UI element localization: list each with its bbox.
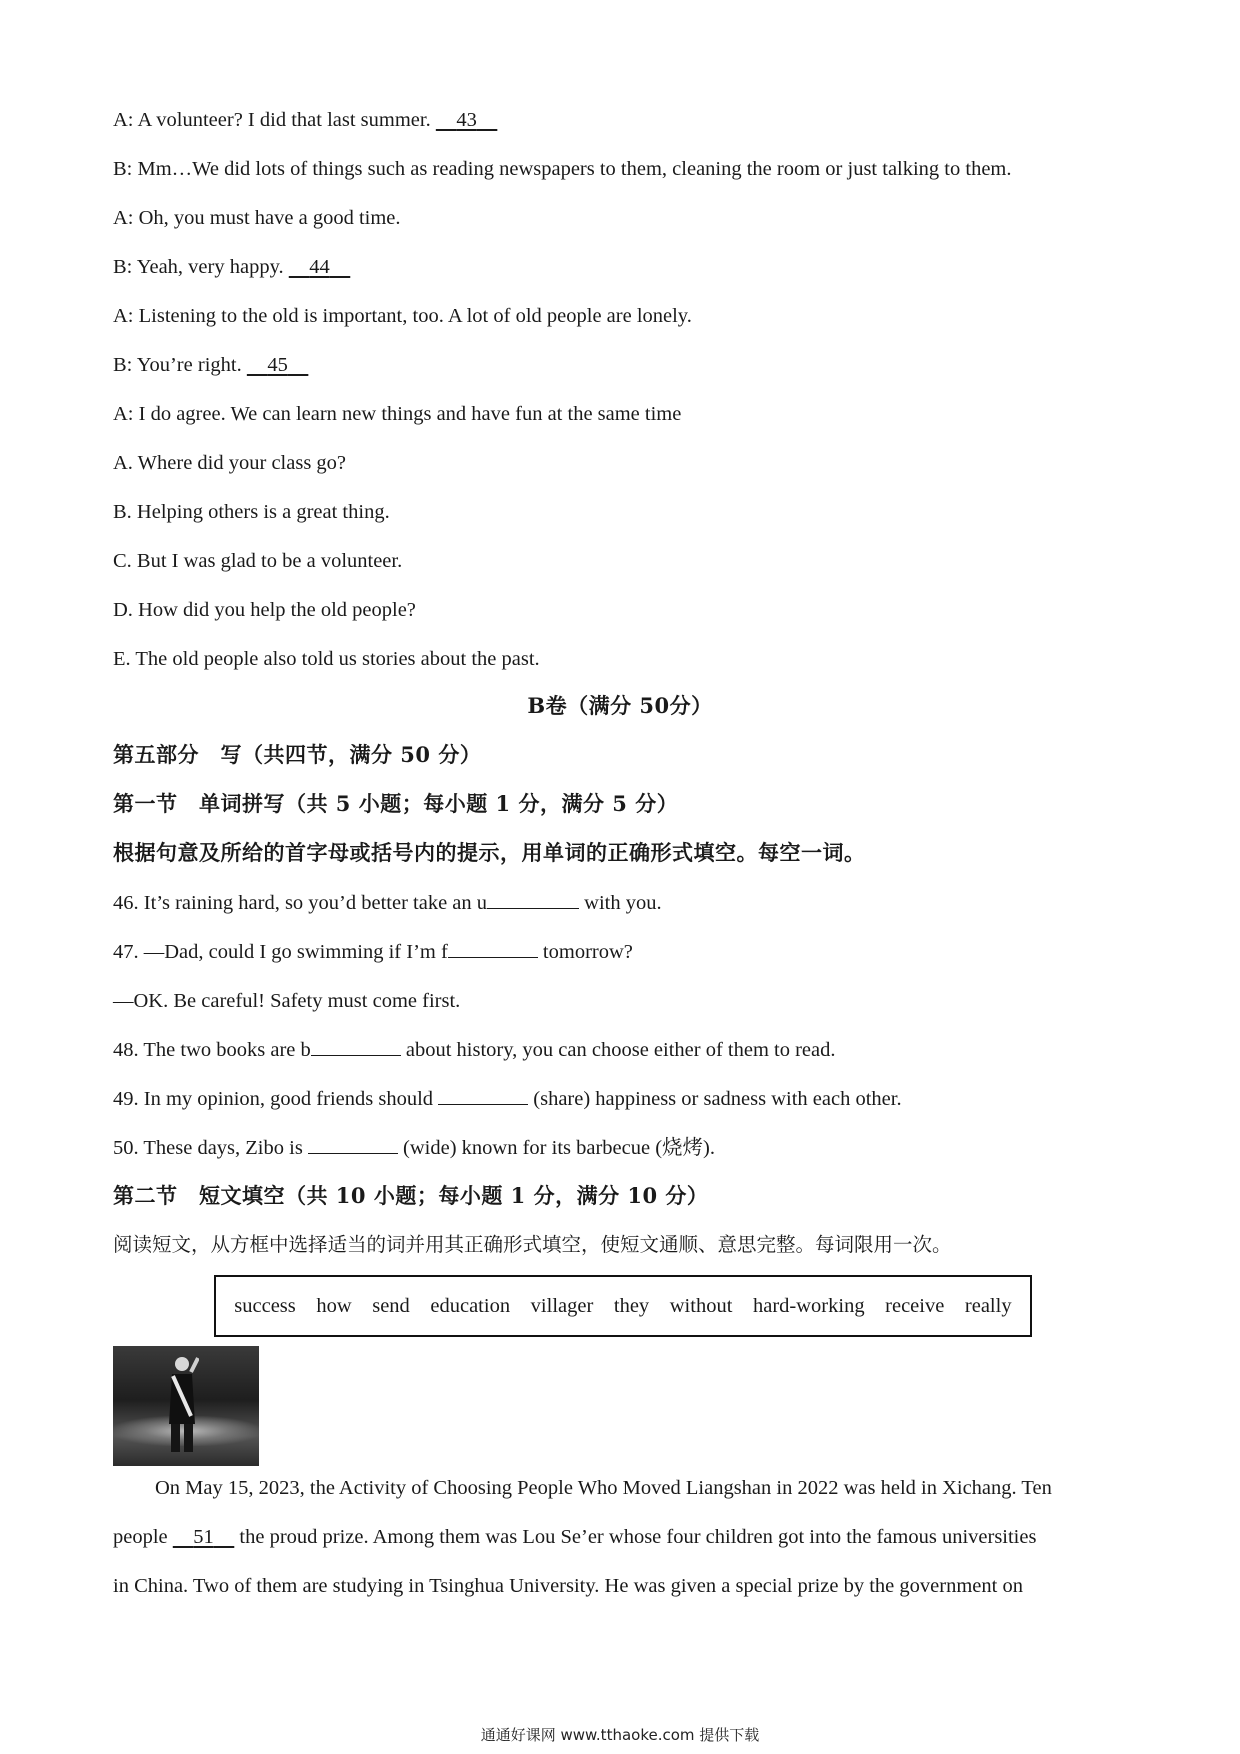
word-box-item: they — [613, 1294, 650, 1317]
fill-blank — [438, 1085, 528, 1105]
fill-blank — [487, 889, 579, 909]
word-box-item: education — [430, 1294, 511, 1317]
fill-blank — [448, 938, 538, 958]
option-c: C. But I was glad to be a volunteer. — [113, 550, 403, 572]
word-box-item: without — [669, 1294, 733, 1317]
dialogue-line-4: B: Yeah, very happy. 44 — [113, 253, 350, 281]
section-one-heading: 第一节 单词拼写（共 5 小题；每小题 1 分，满分 5 分） — [113, 791, 679, 816]
question-47-reply: —OK. Be careful! Safety must come first. — [113, 990, 461, 1012]
section-two-heading: 第二节 短文填空（共 10 小题；每小题 1 分，满分 10 分） — [113, 1183, 709, 1208]
question-50: 50. These days, Zibo is (wide) known for its barbecue (烧烤). — [113, 1134, 715, 1162]
dialogue-line-2: B: Mm…We did lots of things such as reading newspapers to them, cleaning the room or just talking to them. — [113, 158, 1012, 180]
word-box-item: villager — [530, 1294, 594, 1317]
option-d: D. How did you help the old people? — [113, 599, 416, 621]
answer-blank-44: 44 — [309, 256, 330, 278]
word-box — [214, 1275, 1032, 1337]
volume-b-heading: B卷（满分 50分） — [527, 693, 713, 718]
dialogue-line-5: A: Listening to the old is important, too. A lot of old people are lonely. — [113, 305, 692, 327]
dialogue-line-7: A: I do agree. We can learn new things and have fun at the same time — [113, 403, 682, 425]
question-49: 49. In my opinion, good friends should (share) happiness or sadness with each other. — [113, 1085, 902, 1113]
dialogue-line-6: B: You’re right. 45 — [113, 351, 308, 379]
dialogue-line-1 — [113, 106, 497, 134]
word-box-item: how — [316, 1294, 352, 1317]
fill-blank — [308, 1134, 398, 1154]
passage-line-2: people 51 the proud prize. Among them was Lou Se’er whose four children got into the famous universities — [113, 1523, 1036, 1551]
section-one-instructions: 根据句意及所给的首字母或括号内的提示，用单词的正确形式填空。每空一词。 — [113, 840, 866, 865]
passage-line-3: in China. Two of them are studying in Tsinghua University. He was given a special prize by the government on — [113, 1575, 1023, 1597]
dialogue-text: A: A volunteer? I did that last summer. — [113, 109, 436, 131]
question-47: 47. —Dad, could I go swimming if I’m f tomorrow? — [113, 938, 633, 966]
answer-blank-51: 51 — [193, 1526, 214, 1548]
word-box-item: receive — [885, 1294, 945, 1317]
section-two-instructions: 阅读短文，从方框中选择适当的词并用其正确形式填空，使短文通顺、意思完整。每词限用一次。 — [113, 1233, 952, 1256]
option-b: B. Helping others is a great thing. — [113, 501, 390, 523]
part-five-heading: 第五部分 写（共四节，满分 50 分） — [113, 742, 482, 767]
person-figure-icon — [165, 1354, 199, 1454]
option-e: E. The old people also told us stories about the past. — [113, 648, 540, 670]
passage-photo — [113, 1346, 259, 1466]
question-46: 46. It’s raining hard, so you’d better take an u with you. — [113, 889, 662, 917]
answer-blank-43: 43 — [456, 109, 477, 131]
passage-line-1: On May 15, 2023, the Activity of Choosing People Who Moved Liangshan in 2022 was held in Xichang. Ten — [155, 1477, 1052, 1499]
word-box-item: send — [372, 1294, 410, 1317]
word-box-item: success — [234, 1294, 296, 1317]
answer-blank-45: 45 — [267, 354, 288, 376]
word-box-item: hard-working — [752, 1294, 865, 1317]
page-footer: 通通好课网 www.tthaoke.com 提供下载 — [480, 1726, 760, 1744]
question-48: 48. The two books are b about history, you can choose either of them to read. — [113, 1036, 836, 1064]
dialogue-line-3: A: Oh, you must have a good time. — [113, 207, 401, 229]
fill-blank — [311, 1036, 401, 1056]
option-a: A. Where did your class go? — [113, 452, 347, 474]
word-box-item: really — [964, 1294, 1012, 1317]
